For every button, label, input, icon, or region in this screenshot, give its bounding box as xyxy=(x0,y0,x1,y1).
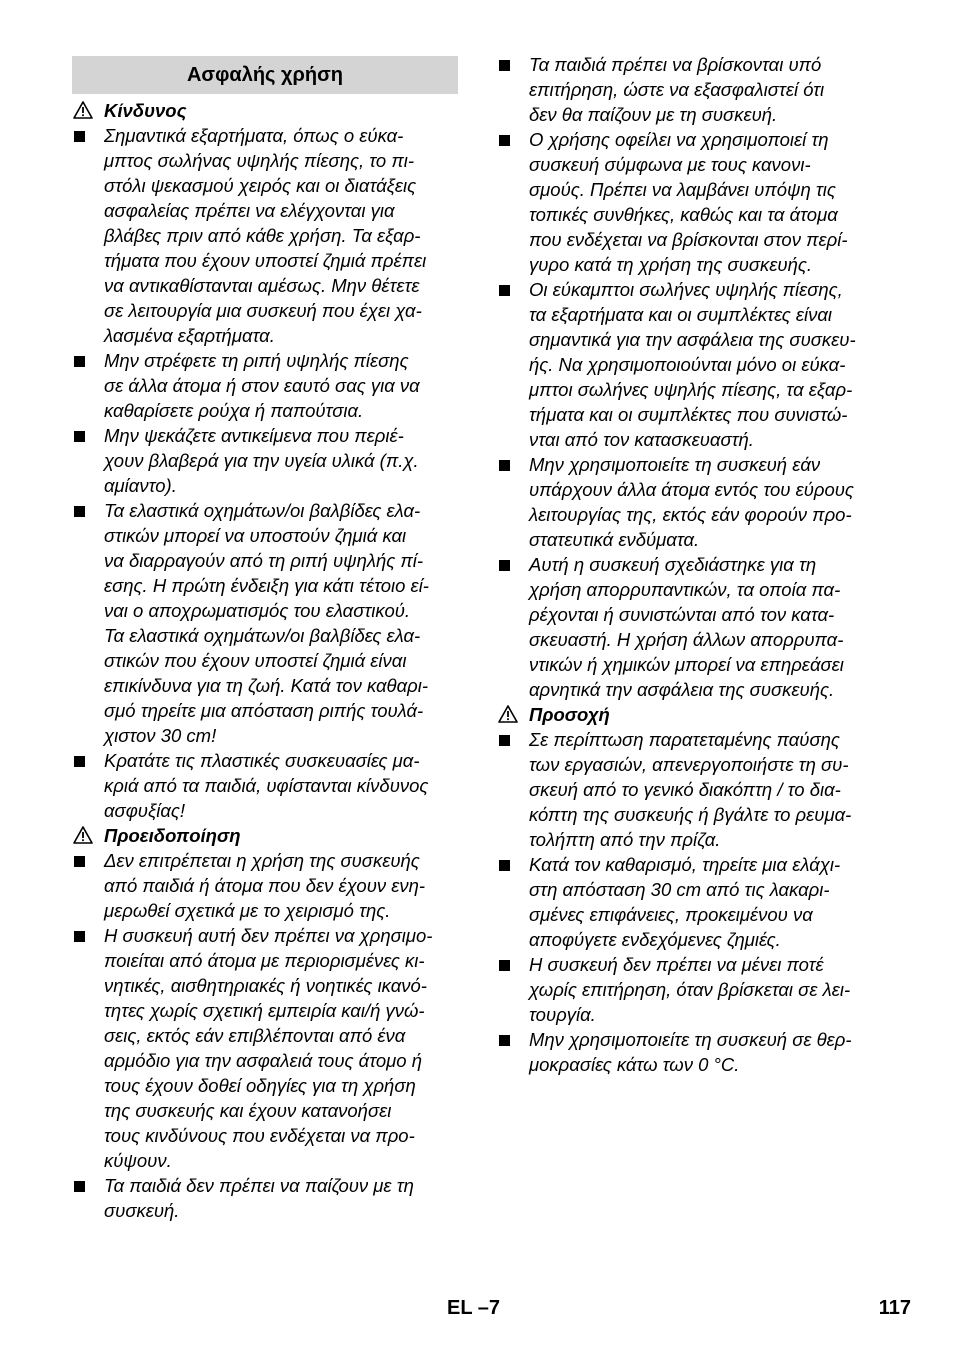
danger-heading xyxy=(72,98,458,123)
text-line: κόπτη της συσκευής ή βγάλτε το ρευμα- xyxy=(529,804,852,825)
danger-heading-text: Κίνδυνος xyxy=(104,100,187,121)
footer-local-page: 7 xyxy=(488,1297,501,1319)
list-item xyxy=(72,348,458,423)
text-line: ρέχονται ή συνιστώνται από τον κατα- xyxy=(529,604,835,625)
square-bullet-icon xyxy=(74,931,85,942)
text-line: ής. Να χρησιμοποιούνται μόνο οι εύκα- xyxy=(529,354,846,375)
text-line: συσκευή. xyxy=(104,1200,180,1221)
text-line: Τα παιδιά δεν πρέπει να παίζουν με τη xyxy=(104,1175,414,1196)
warning-heading-text: Προειδοποίηση xyxy=(104,825,241,846)
text-line: τοπικές συνθήκες, καθώς και τα άτομα xyxy=(529,204,838,225)
text-line: Τα ελαστικά οχημάτων/οι βαλβίδες ελα- xyxy=(104,625,421,646)
text-line: σμούς. Πρέπει να λαμβάνει υπόψη τις xyxy=(529,179,836,200)
list-item xyxy=(497,852,889,952)
text-line: τους κινδύνους που ενδέχεται να προ- xyxy=(104,1125,415,1146)
text-line: μπτος σωλήνας υψηλής πίεσης, το πι- xyxy=(104,150,414,171)
square-bullet-icon xyxy=(74,131,85,142)
danger-list xyxy=(72,123,458,823)
text-line: Μην χρησιμοποιείτε τη συσκευή σε θερ- xyxy=(529,1029,852,1050)
text-line: τητες χωρίς σχετική εμπειρία και/ή γνώ- xyxy=(104,1000,425,1021)
list-item xyxy=(497,1027,889,1077)
text-line: Ο χρήσης οφείλει να χρησιμοποιεί τη xyxy=(529,129,829,150)
list-item xyxy=(72,123,458,348)
list-item xyxy=(497,277,889,452)
text-line: στικών που έχουν υποστεί ζημιά είναι xyxy=(104,650,407,671)
text-line: τους έχουν δοθεί οδηγίες για τη χρήση xyxy=(104,1075,416,1096)
text-line: από παιδιά ή άτομα που δεν έχουν ενη- xyxy=(104,875,426,896)
text-line: να διαρραγούν από τη ριπή υψηλής πί- xyxy=(104,550,424,571)
text-line: που ενδέχεται να βρίσκονται στον περί- xyxy=(529,229,848,250)
text-line: Οι εύκαμπτοι σωλήνες υψηλής πίεσης, xyxy=(529,279,843,300)
caution-heading-text: Προσοχή xyxy=(529,704,610,725)
text-line: σκευή από το γενικό διακόπτη / το δια- xyxy=(529,779,841,800)
warning-triangle-icon xyxy=(73,101,93,119)
text-line: νται από τον κατασκευαστή. xyxy=(529,429,754,450)
right-column xyxy=(497,52,889,1077)
text-line: Δεν επιτρέπεται η χρήση της συσκευής xyxy=(104,850,420,871)
text-line: επικίνδυνα για τη ζωή. Κατά τον καθαρι- xyxy=(104,675,429,696)
text-line: χωρίς επιτήρηση, όταν βρίσκεται σε λει- xyxy=(529,979,851,1000)
text-line: κύψουν. xyxy=(104,1150,172,1171)
text-line: στικών μπορεί να υποστούν ζημιά και xyxy=(104,525,407,546)
list-item xyxy=(497,52,889,127)
text-line: Μην ψεκάζετε αντικείμενα που περιέ- xyxy=(104,425,404,446)
list-item xyxy=(497,552,889,702)
text-line: ναι ο αποχρωματισμός του ελαστικού. xyxy=(104,600,411,621)
text-line: μοκρασίες κάτω των 0 °C. xyxy=(529,1054,740,1075)
text-line: Σε περίπτωση παρατεταμένης παύσης xyxy=(529,729,840,750)
list-item xyxy=(72,748,458,823)
text-line: δεν θα παίζουν με τη συσκευή. xyxy=(529,104,778,125)
square-bullet-icon xyxy=(499,1035,510,1046)
text-line: να αντικαθίστανται αμέσως. Μην θέτετε xyxy=(104,275,420,296)
text-line: μερωθεί σχετικά με το χειρισμό της. xyxy=(104,900,391,921)
text-line: σε λειτουργία μια συσκευή που έχει χα- xyxy=(104,300,422,321)
page-number: 117 xyxy=(878,1297,911,1319)
text-line: ντικών ή χημικών μπορεί να επηρεάσει xyxy=(529,654,844,675)
text-line: τήματα και οι συμπλέκτες που συνιστώ- xyxy=(529,404,848,425)
text-line: μπτοι σωλήνες υψηλής πίεσης, τα εξαρ- xyxy=(529,379,853,400)
warning-list xyxy=(72,848,458,1223)
text-line: της συσκευής και έχουν κατανοήσει xyxy=(104,1100,392,1121)
text-line: Τα παιδιά πρέπει να βρίσκονται υπό xyxy=(529,54,822,75)
square-bullet-icon xyxy=(74,856,85,867)
text-line: βλάβες πριν από κάθε χρήση. Τα εξαρ- xyxy=(104,225,421,246)
list-item xyxy=(72,848,458,923)
square-bullet-icon xyxy=(499,960,510,971)
footer-lang-code: EL xyxy=(447,1297,473,1319)
text-line: τα εξαρτήματα και οι συμπλέκτες είναι xyxy=(529,304,832,325)
text-line: σμένες επιφάνειες, προκειμένου να xyxy=(529,904,813,925)
text-line: σε άλλα άτομα ή στον εαυτό σας για να xyxy=(104,375,420,396)
text-line: Η συσκευή αυτή δεν πρέπει να χρησιμο- xyxy=(104,925,433,946)
square-bullet-icon xyxy=(74,431,85,442)
list-item xyxy=(72,923,458,1173)
text-line: Κρατάτε τις πλαστικές συσκευασίες μα- xyxy=(104,750,420,771)
text-line: τήματα που έχουν υποστεί ζημιά πρέπει xyxy=(104,250,427,271)
text-line: στόλι ψεκασμού χειρός και οι διατάξεις xyxy=(104,175,417,196)
text-line: σημαντικά για την ασφάλεια της συσκευ- xyxy=(529,329,856,350)
text-line: Κατά τον καθαρισμό, τηρείτε μια ελάχι- xyxy=(529,854,841,875)
text-line: συσκευή σύμφωνα με τους κανονι- xyxy=(529,154,811,175)
text-line: χουν βλαβερά για την υγεία υλικά (π.χ. xyxy=(104,450,419,471)
text-line: αρμόδιο για την ασφαλειά τους άτομο ή xyxy=(104,1050,422,1071)
list-item xyxy=(497,952,889,1027)
square-bullet-icon xyxy=(74,356,85,367)
text-line: Μην στρέφετε τη ριπή υψηλής πίεσης xyxy=(104,350,409,371)
text-line: Μην χρησιμοποιείτε τη συσκευή εάν xyxy=(529,454,821,475)
footer-language-page xyxy=(447,1297,500,1320)
square-bullet-icon xyxy=(499,60,510,71)
text-line: στη απόσταση 30 cm από τις λακαρι- xyxy=(529,879,830,900)
text-line: στατευτικά ενδύματα. xyxy=(529,529,700,550)
left-column xyxy=(72,56,458,1223)
text-line: ασφυξίας! xyxy=(104,800,186,821)
square-bullet-icon xyxy=(499,285,510,296)
text-line: των εργασιών, απενεργοποιήστε τη συ- xyxy=(529,754,849,775)
warning-list-continued xyxy=(497,52,889,702)
text-line: λειτουργίας της, εκτός εάν φορούν προ- xyxy=(529,504,852,525)
text-line: Σημαντικά εξαρτήματα, όπως ο εύκα- xyxy=(104,125,404,146)
list-item xyxy=(497,127,889,277)
text-line: νητικές, αισθητηριακές ή νοητικές ικανό- xyxy=(104,975,427,996)
square-bullet-icon xyxy=(74,506,85,517)
list-item xyxy=(72,498,458,748)
text-line: καθαρίσετε ρούχα ή παπούτσια. xyxy=(104,400,364,421)
caution-list xyxy=(497,727,889,1077)
text-line: χιστον 30 cm! xyxy=(104,725,217,746)
text-line: τολήπτη από την πρίζα. xyxy=(529,829,721,850)
square-bullet-icon xyxy=(499,735,510,746)
text-line: αποφύγετε ενδεχόμενες ζημιές. xyxy=(529,929,781,950)
text-line: σμό τηρείτε μια απόσταση ριπής τουλά- xyxy=(104,700,424,721)
text-line: κριά από τα παιδιά, υφίστανται κίνδυνος xyxy=(104,775,429,796)
text-line: επιτήρηση, ώστε να εξασφαλιστεί ότι xyxy=(529,79,825,100)
text-line: Τα ελαστικά οχημάτων/οι βαλβίδες ελα- xyxy=(104,500,421,521)
caution-heading xyxy=(497,702,889,727)
list-item xyxy=(72,1173,458,1223)
list-item xyxy=(497,452,889,552)
text-line: γυρο κατά τη χρήση της συσκευής. xyxy=(529,254,813,275)
text-line: ασφαλείας πρέπει να ελέγχονται για xyxy=(104,200,395,221)
section-title: Ασφαλής χρήση xyxy=(72,56,458,94)
text-line: Η συσκευή δεν πρέπει να μένει ποτέ xyxy=(529,954,824,975)
footer-separator: – xyxy=(477,1297,489,1319)
text-line: εσης. Η πρώτη ένδειξη για κάτι τέτοιο εί- xyxy=(104,575,429,596)
text-line: τουργία. xyxy=(529,1004,596,1025)
text-line: χρήση απορρυπαντικών, τα οποία πα- xyxy=(529,579,841,600)
square-bullet-icon xyxy=(499,560,510,571)
list-item xyxy=(497,727,889,852)
warning-triangle-icon xyxy=(498,705,518,723)
square-bullet-icon xyxy=(499,135,510,146)
text-line: λασμένα εξαρτήματα. xyxy=(104,325,275,346)
text-line: σκευαστή. Η χρήση άλλων απορρυπα- xyxy=(529,629,844,650)
square-bullet-icon xyxy=(74,756,85,767)
square-bullet-icon xyxy=(74,1181,85,1192)
square-bullet-icon xyxy=(499,860,510,871)
square-bullet-icon xyxy=(499,460,510,471)
warning-triangle-icon xyxy=(73,826,93,844)
text-line: αμίαντο). xyxy=(104,475,177,496)
text-line: Αυτή η συσκευή σχεδιάστηκε για τη xyxy=(529,554,817,575)
text-line: αρνητικά την ασφάλεια της συσκευής. xyxy=(529,679,835,700)
text-line: ποιείται από άτομα με περιορισμένες κι- xyxy=(104,950,425,971)
text-line: σεις, εκτός εάν επιβλέπονται από ένα xyxy=(104,1025,406,1046)
text-line: υπάρχουν άλλα άτομα εντός του εύρους xyxy=(529,479,854,500)
list-item xyxy=(72,423,458,498)
warning-heading xyxy=(72,823,458,848)
